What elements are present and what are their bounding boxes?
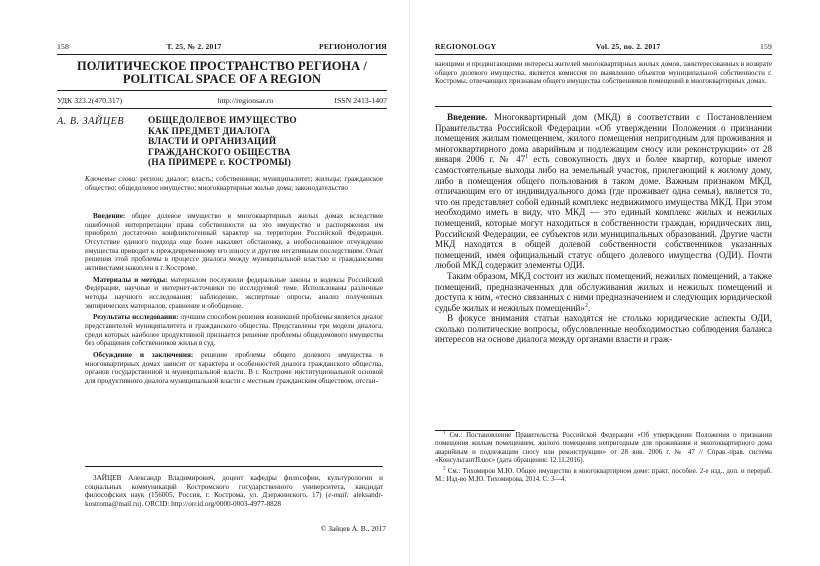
footnote-text: См.: Постановление Правительства Российской Федерации «Об утверждении Положения о признании помещения жилым помещением, жилого помещения непригодным для проживания и многоквартирного дома аварийным и подлежащим сносу или реконструкции» от 28 янв. 2006 г. № 47 // Справ.-прав. система «КонсультантПлюс» (дата обращения: 12.11.2016). [435, 432, 772, 465]
issn: ISSN 2413-1407 [334, 96, 387, 105]
article-title-line: ГРАЖДАНСКОГО ОБЩЕСТВА [148, 147, 291, 158]
article-title-line: ВЛАСТИ И ОРГАНИЗАЦИЙ [148, 137, 277, 148]
footnote-ref[interactable]: 1 [525, 154, 529, 161]
left-running-head-journal: РЕГИОНОЛОГИЯ [319, 42, 387, 51]
article-title [148, 116, 348, 169]
left-running-head-volume: Т. 25, № 2. 2017 [166, 42, 222, 51]
abstract-text: лучшим способом решения возникшей проблемы является диалог представителей муниципалитета и гражданского общества. Представлены три модели диалога, среди которых наиболее продуктивной признается решение проблемы общедомового имущества без обращения собственников жилья в суд. [85, 313, 384, 348]
right-running-head [435, 42, 772, 51]
keywords-text: регион; диалог; власть; собственники; муниципалитет; жильцы; гражданское общество; общедолевое имущество; многоквартирные жилые дома; законодательство [85, 175, 383, 192]
footnote-rule [435, 430, 515, 431]
abstract-label: Обсуждение и заключения: [93, 350, 194, 359]
abstract-continuation: вающими и продвигающими интересы жителей многоквартирных жилых домов, заинтересованных в возврате общего долевого имущества, является комиссия по выявлению объектов муниципальной собственности г. Костромы, отвечающих признакам общего имущества собственников помещений в многоквартирных домах. [435, 60, 772, 86]
article-title-line: ОБЩЕДОЛЕВОЕ ИМУЩЕСТВО [148, 116, 297, 126]
left-running-head [57, 42, 387, 51]
para3-text: В фокусе внимания статьи находятся не столько юридические аспекты ОДИ, сколько политические вопросы, обусловленные необходимостью соблюдения баланса интересов на основе диалога между органами власти и граж- [435, 313, 772, 345]
header-rule [435, 54, 772, 55]
title-rule [57, 90, 387, 91]
footnote-number: 1 [443, 430, 446, 436]
abstract-label: Материалы и методы: [93, 275, 168, 284]
journal-url: http://regionsar.ru [217, 96, 274, 105]
article-title-line: КАК ПРЕДМЕТ ДИАЛОГА [148, 126, 271, 137]
section-title-ru: ПОЛИТИЧЕСКОЕ ПРОСТРАНСТВО РЕГИОНА / [77, 59, 367, 73]
footnotes [435, 432, 772, 486]
left-page-number: 158 [57, 42, 69, 51]
abstract-paragraph [85, 276, 383, 311]
right-page-number: 159 [759, 42, 772, 51]
abstract-label: Введение: [93, 212, 126, 220]
intro-text: Многоквартирный дом (МКД) в соответствии с Постановлением Правительства Российской Федерации «Об утверждении Положения о признании помещения жилым помещением, жилого помещения непригодным для проживания и многоквартирного дома аварийным и подлежащим сносу или реконструкции» от 28 января 2006 г. № 47 [435, 112, 772, 165]
article-author: А. В. ЗАЙЦЕВ [57, 116, 125, 127]
para2-text: Таким образом, МКД состоит из жилых помещений, нежилых помещений, а также помещений, предназначенных для обслуживания жилых и нежилых помещений и доступа к ним, «тесно связанных с ними предназначением и следующих юридической судьбе жилых и нежилых помещений» [435, 270, 772, 313]
author-note-orcid: ). ORCID: http://orcid.org/0000-0003-4977-8828 [138, 499, 281, 508]
body-paragraph [435, 271, 772, 313]
article-body [435, 112, 772, 345]
footnote-text: См.: Тихомиров М.Ю. Общее имущество в многоквартирном доме: практ. пособие. 2-е изд., доп. и перераб. М.: Изд-во М.Ю. Тихомирова, 2014. С. 3—4. [435, 467, 772, 484]
abstract-end-rule [435, 106, 772, 107]
keywords-label: Ключевые слова: [85, 175, 138, 183]
author-note [85, 474, 383, 508]
abstract-label: Результаты исследования: [93, 313, 179, 322]
para2-end: . [587, 302, 591, 313]
article-title-line: (НА ПРИМЕРЕ г. КОСТРОМЫ) [148, 158, 292, 169]
abstract-paragraph [85, 351, 383, 386]
abstract [85, 212, 383, 388]
right-running-head-journal: REGIONOLOGY [435, 42, 497, 51]
author-email[interactable]: aleksandr-kostroma@mail.ru [85, 491, 383, 508]
abstract-text: решение проблемы общего долевого имущества в многоквартирных домах зависит от характера и особенностей диалога гражданского общества, органов государственной и муниципальной власти. В г. Костроме институциональной основой для продуктивного диалога муниципальной власти с местным гражданским обществом, отстаи- [85, 350, 383, 385]
author-email-label: e-mail: [328, 491, 349, 500]
author-note-main: ЗАЙЦЕВ Александр Владимирович, доцент кафедры философии, культурологии и социальных коммуникаций Костромского государственного университета, кандидат философских наук (156005, Россия, г. Кострома, ул. Дзержинского, 17) ( [85, 474, 383, 500]
right-page [410, 0, 820, 566]
keywords [85, 175, 383, 192]
section-title [57, 60, 387, 86]
header-rule [57, 54, 387, 55]
body-paragraph [435, 112, 772, 271]
footnote-number: 2 [443, 466, 446, 472]
abstract-text: общее долевое имущество в многоквартирных жилых домах вследствие ошибочной интерпретации права собственности на это имущество и распоряжения им приобрело достаточно конфликтогенный характер на территории Российской Федерации. Отсутствие единого подхода еще более накаляет обстановку, а необоснованное отчуждение имущества приводит к преждевременному его износу и другим негативным последствиям. Опыт решения этой проблемы в процессе диалога между муниципальной властью и гражданскими активистами накоплен в г. Костроме. [85, 212, 383, 272]
intro-rest: есть совокупность двух и более квартир, которые имеют самостоятельные выходы либо на земельный участок, прилегающий к жилому дому, либо в помещения общего пользования в таком доме. Важным признаком МКД, отличающим его от индивидуального дома (где проживает одна семья), является то, что он представляет собой единый комплекс недвижимого имущества МКД. При этом необходимо иметь в виду, что МКД — это единый комплекс жилых и нежилых помещений, которые могут находиться в собственности граждан, юридических лиц, Российской Федерации, ее субъектов или муниципальных образований. Другие части МКД находятся в общей долевой собственности собственников указанных помещений, имея официальный статус общего долевого имущества (ОДИ). Почти любой МКД содержит элементы ОДИ. [435, 154, 772, 271]
section-title-en: POLITICAL SPACE OF A REGION [122, 72, 322, 86]
id-rule [57, 108, 387, 109]
abstract-text: материалом послужили федеральные законы и кодексы Российской Федерации, научные и интернет-источники по исследуемой теме. Использованы различные методы научного исследования: наблюдение, экспертные опросы, анализ полученных эмпирических материалов, сравнение и обобщение. [85, 275, 383, 310]
udc-code: УДК 323.2(470.317) [57, 96, 123, 105]
footnote-ref[interactable]: 2 [584, 302, 588, 309]
abstract-paragraph [85, 313, 383, 348]
intro-label: Введение. [447, 112, 488, 122]
publication-id-row [57, 96, 387, 105]
body-paragraph [435, 313, 772, 345]
author-note-rule [85, 466, 383, 467]
right-running-head-volume: Vol. 25, no. 2. 2017 [595, 42, 661, 51]
footnote [435, 468, 772, 485]
copyright-notice: © Зайцев А. В., 2017 [320, 524, 386, 533]
abstract-paragraph [85, 212, 383, 273]
footnote [435, 432, 772, 466]
